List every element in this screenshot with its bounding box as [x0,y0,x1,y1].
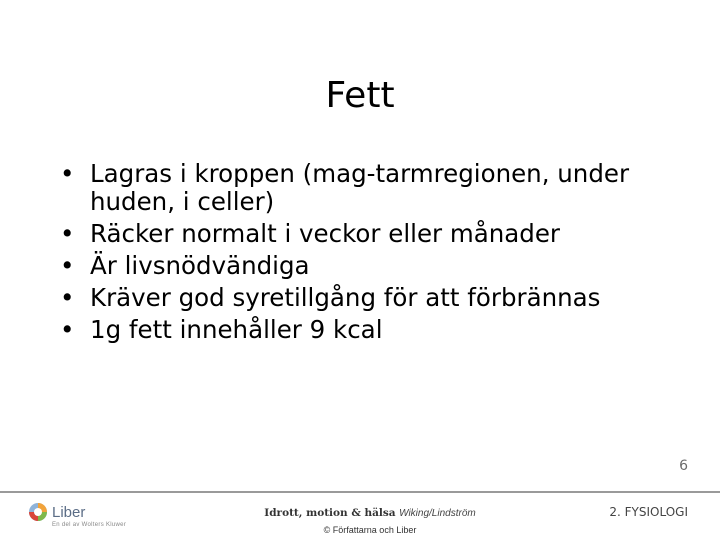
footer-divider [0,491,720,493]
bullet-item [60,160,680,216]
logo-subtitle: En del av Wolters Kluwer [52,522,127,528]
bullet-text: Lagras i kroppen (mag-tarmregionen, under huden, i celler) [90,159,630,216]
bullet-item [60,316,680,344]
liber-logo-icon [28,502,48,522]
bullet-list [60,160,680,348]
logo-text: Liber [52,504,86,521]
footer-chapter: 2. FYSIOLOGI [609,505,688,519]
footer-center [250,506,490,535]
bullet-text: Kräver god syretillgång för att förbrännas [90,283,601,312]
liber-logo [28,502,168,534]
bullet-text: 1g fett innehåller 9 kcal [90,315,383,344]
bullet-item [60,220,680,248]
footer-copyright: © Författarna och Liber [323,525,417,535]
footer-book-line [250,506,490,519]
footer-authors: Wiking/Lindström [399,508,476,519]
bullet-dot: • [60,251,75,280]
bullet-dot: • [60,219,75,248]
bullet-dot: • [60,315,75,344]
bullet-dot: • [60,283,75,312]
bullet-text: Räcker normalt i veckor eller månader [90,219,560,248]
bullet-item [60,284,680,312]
bullet-dot: • [60,159,75,188]
slide-title: Fett [325,75,395,116]
bullet-text: Är livsnödvändiga [90,251,310,280]
footer-book-title: Idrott, motion & hälsa [264,507,396,519]
slide-number: 6 [679,458,688,474]
bullet-item [60,252,680,280]
